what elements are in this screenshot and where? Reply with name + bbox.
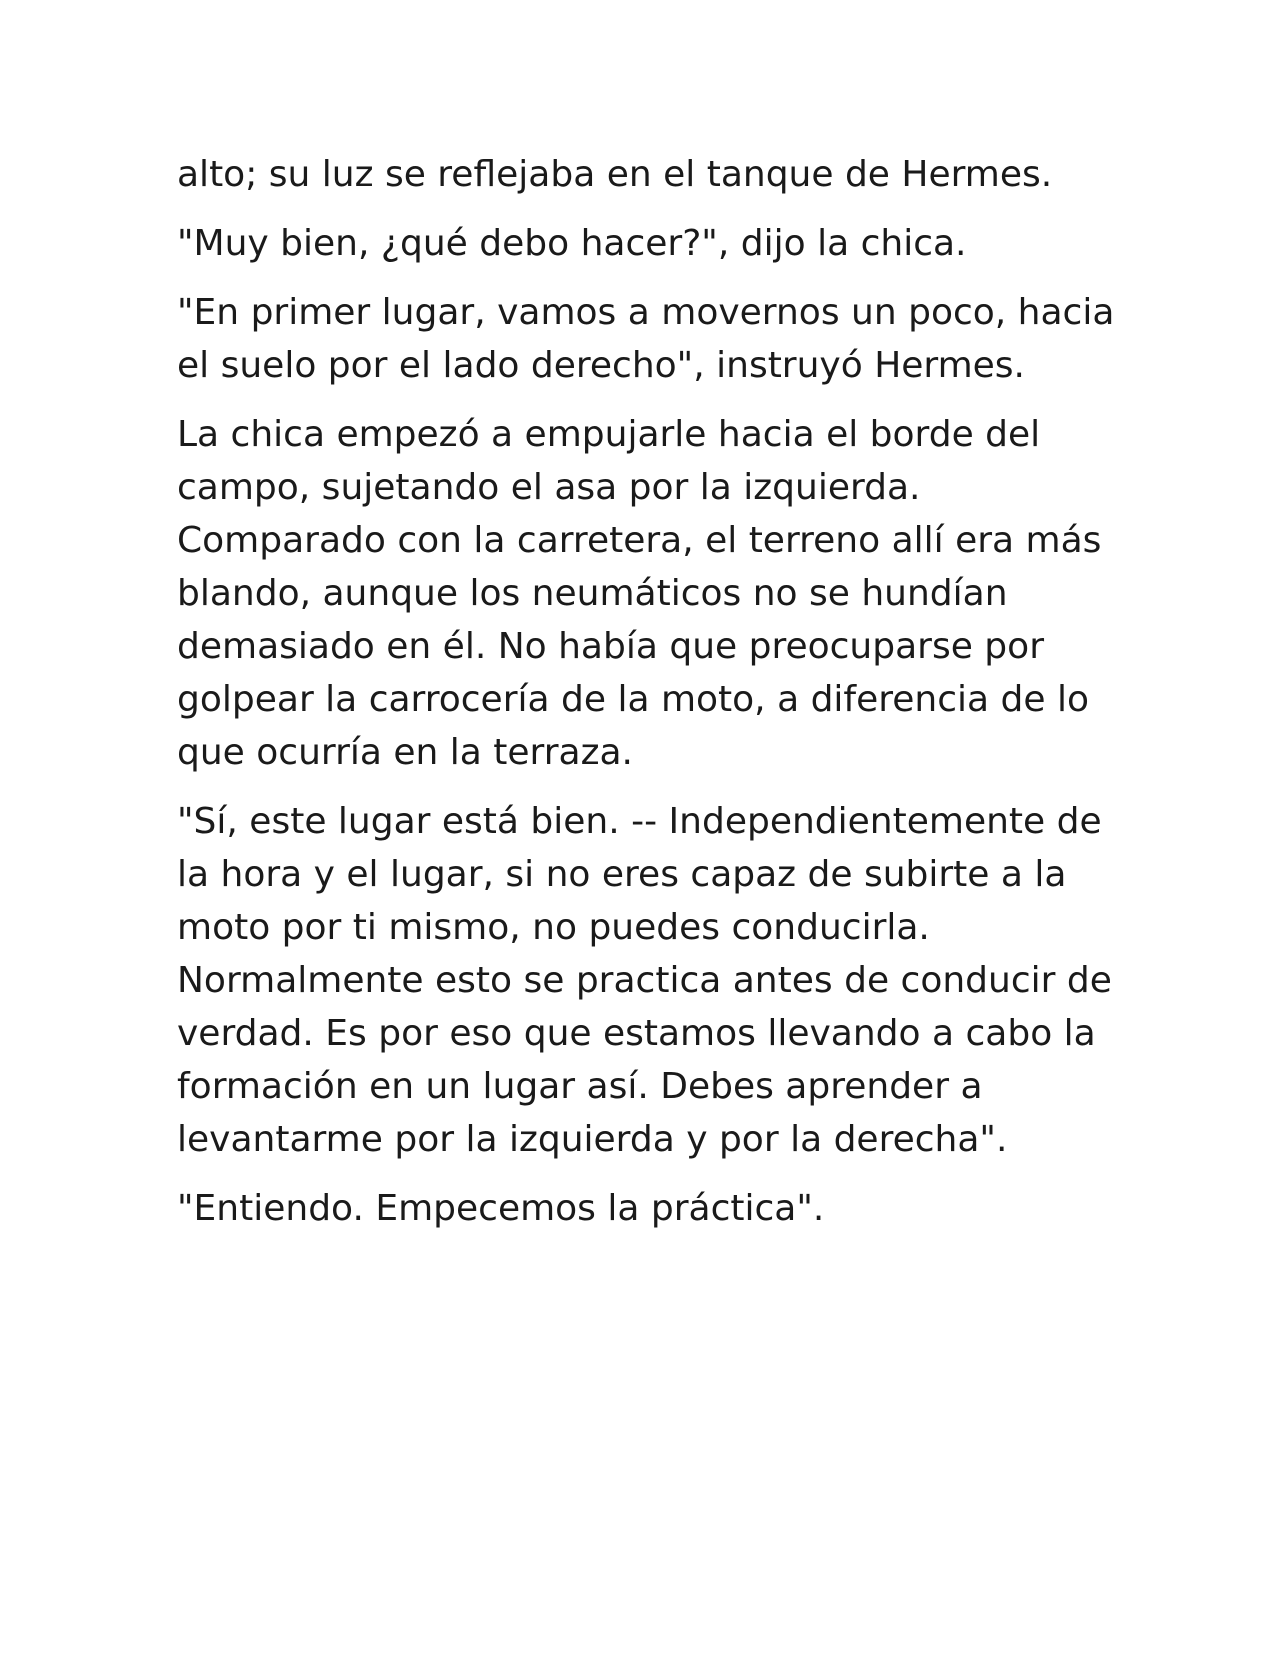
document-page (177, 148, 1117, 1251)
paragraph-6: "Entiendo. Empecemos la práctica". (177, 1188, 825, 1229)
paragraph-1: alto; su luz se reflejaba en el tanque de Hermes. (177, 154, 1053, 195)
paragraph-3: "En primer lugar, vamos a movernos un poco, hacia el suelo por el lado derecho", instruyó Hermes. (177, 292, 1115, 386)
paragraph-2: "Muy bien, ¿qué debo hacer?", dijo la chica. (177, 223, 967, 264)
paragraph-5: "Sí, este lugar está bien. -- Independientemente de la hora y el lugar, si no eres capaz de subirte a la moto por ti mismo, no puedes conducirla. Normalmente esto se practica antes de conducir de verdad. Es por eso que estamos llevando a cabo la formación en un lugar así. Debes aprender a levantarme por la izquierda y por la derecha". (177, 801, 1112, 1160)
paragraph-4: La chica empezó a empujarle hacia el borde del campo, sujetando el asa por la izquierda. Comparado con la carretera, el terreno allí era más blando, aunque los neumáticos no se hundían demasiado en él. No había que preocuparse por golpear la carrocería de la moto, a diferencia de lo que ocurría en la terraza. (177, 414, 1102, 773)
